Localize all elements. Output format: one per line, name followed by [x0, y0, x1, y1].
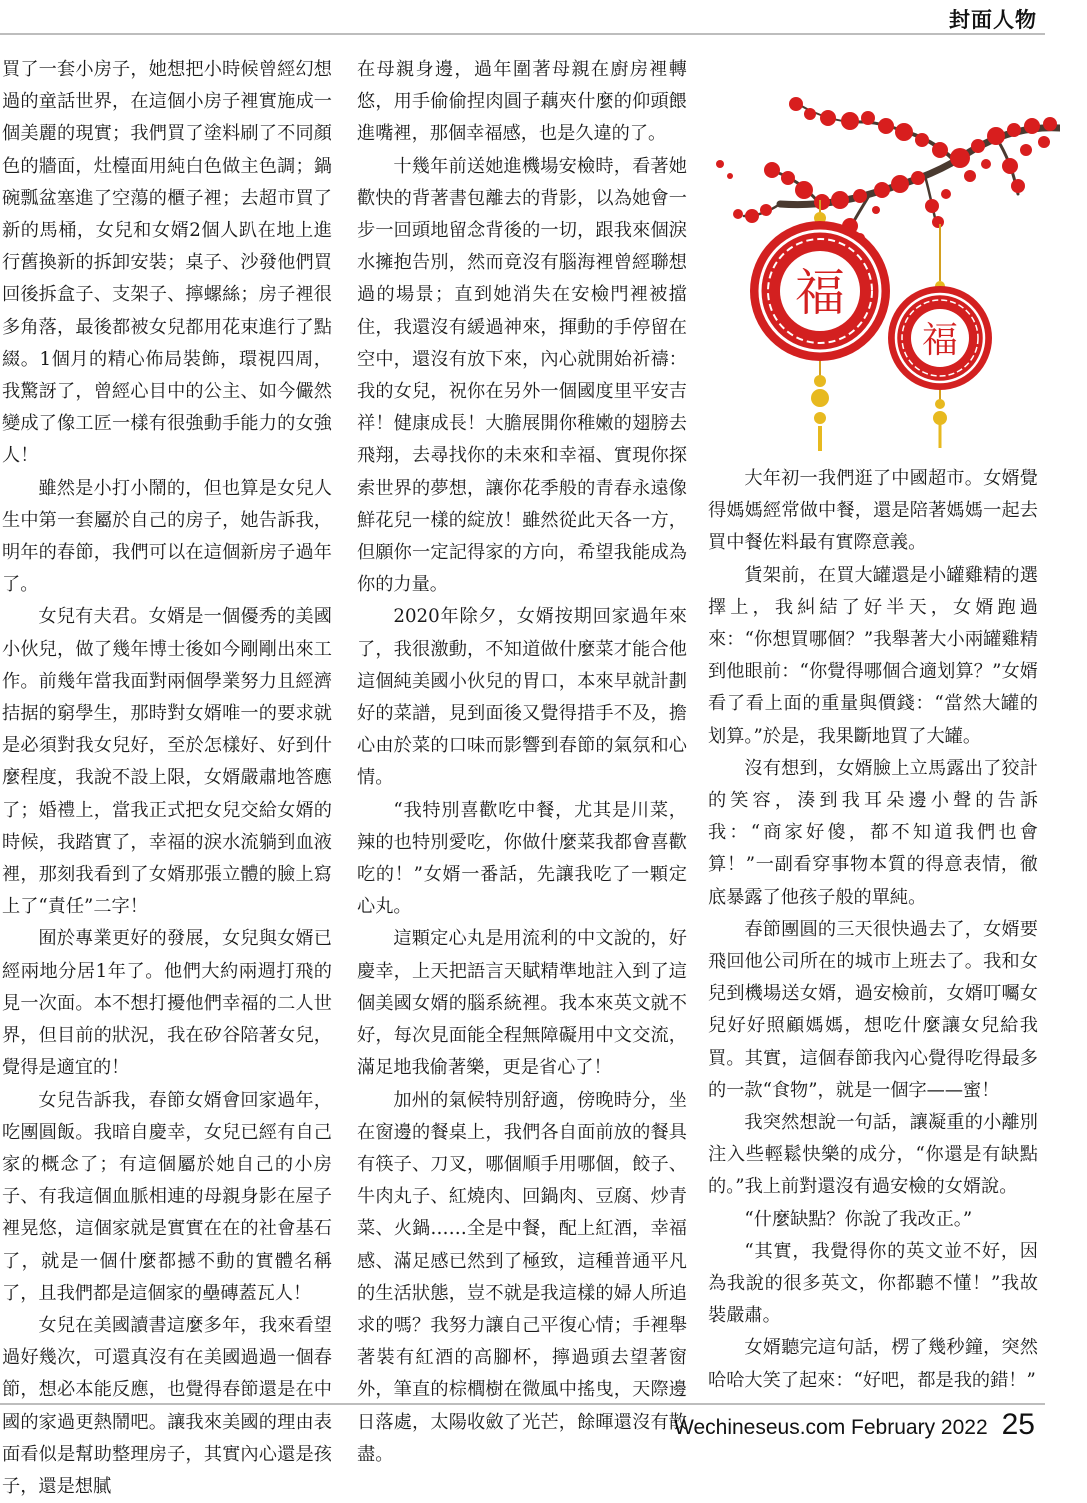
plum-blossoms: [716, 97, 1057, 251]
paragraph: 2020年除夕，女婿按期回家過年來了，我很激動，不知道做什麼菜才能合他這個純美國小伙兒的胃口，本來早就計劃好的菜譜，見到面後又覺得措手不及，擔心由於菜的口味而影響到春節的氣氛和心情。: [357, 606, 687, 789]
article-column-2: [357, 54, 687, 1471]
paragraph: 春節團圓的三天很快過去了，女婿要飛回他公司所在的城市上班去了。我和女兒到機場送女婿，過安檢前，女婿叮囑女兒好好照顧媽媽，想吃什麼讓女兒給我買。其實，這個春節我內心覺得吃得最多的一款“食物”，就是一個字——蜜！: [708, 918, 1038, 1101]
fu-character: 福: [795, 264, 845, 322]
paragraph: 女兒有夫君。女婿是一個優秀的美國小伙兒，做了幾年博士後如今剛剛出來工作。前幾年當我面對兩個學業努力且經濟拮据的窮學生，那時對女婿唯一的要求就是必須對我女兒好，至於怎樣好、好到什麼程度，我說不設上限，女婿嚴肅地答應了；婚禮上，當我正式把女兒交給女婿的時候，我踏實了，幸福的淚水流躺到血液裡，那刻我看到了女婿那張立體的臉上寫上了“責任”二字！: [2, 606, 332, 918]
paragraph: 這顆定心丸是用流利的中文說的，好慶幸，上天把語言天賦精準地註入到了這個美國女婿的腦系統裡。我本來英文就不好，每次見面能全程無障礙用中文交流，滿足地我偷著樂，更是省心了！: [357, 928, 687, 1079]
paragraph: “什麼缺點？你說了我改正。”: [744, 1208, 973, 1230]
section-title: 封面人物: [949, 7, 1037, 32]
paragraph: 囿於專業更好的發展，女兒與女婿已經兩地分居1年了。他們大約兩週打飛的見一次面。本不想打擾他們幸福的二人世界，但目前的狀況，我在矽谷陪著女兒，覺得是適宜的！: [2, 928, 332, 1079]
paragraph: 女兒在美國讀書這麼多年，我來看望過好幾次，可還真沒有在美國過過一個春節，想必本能反應，也覺得春節還是在中國的家過更熱鬧吧。讓我來美國的理由表面看似是幫助整理房子，其實內心還是孩子，還是想膩: [2, 1314, 332, 1497]
paragraph: 女婿聽完這句話，楞了幾秒鐘，突然哈哈大笑了起來：“好吧，都是我的錯！”: [708, 1337, 1038, 1391]
paragraph: 貨架前，在買大罐還是小罐雞精的選擇上，我糾結了好半天，女婿跑過來：“你想買哪個？”我舉著大小兩罐雞精到他眼前：“你覺得哪個合適划算？”女婿看了看上面的重量與價錢：“當然大罐的划算。”於是，我果斷地買了大罐。: [708, 564, 1038, 747]
paragraph: 在母親身邊，過年圍著母親在廚房裡轉悠，用手偷偷捏肉圓子藕夾什麼的仰頭餵進嘴裡，那個幸福感，也是久違的了。: [357, 59, 687, 145]
paragraph: 大年初一我們逛了中國超市。女婿覺得媽媽經常做中餐，還是陪著媽媽一起去買中餐佐料最有實際意義。: [708, 468, 1038, 554]
paragraph: “我特別喜歡吃中餐，尤其是川菜，辣的也特別愛吃，你做什麼菜我都會喜歡吃的！”女婿一番話，先讓我吃了一顆定心丸。: [357, 799, 687, 918]
page-footer: [674, 1408, 1035, 1442]
lantern-small: [888, 224, 992, 448]
paragraph: 雖然是小打小鬧的，但也算是女兒人生中第一套屬於自己的房子，她告訴我，明年的春節，我們可以在這個新房子過年了。: [2, 477, 332, 596]
paragraph: “其實，我覺得你的英文並不好，因為我說的很多英文，你都聽不懂！”我故裝嚴肅。: [708, 1240, 1038, 1327]
paragraph: 我突然想說一句話，讓凝重的小離別注入些輕鬆快樂的成分，“你還是有缺點的。”我上前對還沒有過安檢的女婿說。: [708, 1112, 1038, 1198]
plum-blossom-lantern-illustration: [700, 66, 1060, 456]
paragraph: 女兒告訴我，春節女婿會回家過年，吃團圓飯。我暗自慶幸，女兒已經有自己家的概念了；有這個屬於她自己的小房子、有我這個血脈相連的母親身影在屋子裡晃悠，這個家就是實實在在的社會基石了，就是一個什麼都撼不動的實體名稱了，且我們都是這個家的壘磚蓋瓦人！: [2, 1089, 332, 1304]
page-number: 25: [1001, 1408, 1035, 1441]
footer-rule: [0, 1403, 1045, 1405]
website-issue: Wechineseus.com February 2022: [674, 1416, 988, 1439]
article-column-3: [708, 463, 1038, 1397]
header-rule: [0, 33, 1045, 35]
article-column-1: [2, 54, 332, 1503]
paragraph: 買了一套小房子，她想把小時候曾經幻想過的童話世界，在這個小房子裡實施成一個美麗的現實；我們買了塗料刷了不同顏色的牆面，灶檯面用純白色做主色調；鍋碗瓢盆塞進了空蕩的櫃子裡；去超市買了新的馬桶，女兒和女婿2個人趴在地上進行舊換新的拆卸安裝；桌子、沙發他們買回後拆盒子、支架子、擰螺絲；房子裡很多角落，最後都被女兒都用花束進行了點綴。1個月的精心佈局裝飾，環視四周，我驚訝了，曾經心目中的公主、如今儼然變成了像工匠一樣有很強動手能力的女強人！: [2, 59, 332, 467]
paragraph: 沒有想到，女婿臉上立馬露出了狡計的笑容，湊到我耳朵邊小聲的告訴我：“商家好傻，都不知道我們也會算！”一副看穿事物本質的得意表情，徹底暴露了他孩子般的單純。: [708, 757, 1038, 908]
lantern-large: [750, 200, 890, 451]
fu-character: 福: [921, 320, 959, 361]
paragraph: 十幾年前送她進機場安檢時，看著她歡快的背著書包離去的背影，以為她會一步一回頭地留念背後的一切，跟我來個淚水擁抱告別，然而竟沒有腦海裡曾經聯想過的場景；直到她消失在安檢門裡被擋住，我還沒有緩過神來，揮動的手停留在空中，還沒有放下來，內心就開始祈禱：我的女兒，祝你在另外一個國度里平安吉祥！健康成長！大膽展開你稚嫩的翅膀去飛翔，去尋找你的未來和幸福、實現你探索世界的夢想，讓你花季般的青春永遠像鮮花兒一樣的綻放！雖然從此天各一方，但願你一定記得家的方向，希望我能成為你的力量。: [357, 155, 687, 596]
paragraph: 加州的氣候特別舒適，傍晚時分，坐在窗邊的餐桌上，我們各自面前放的餐具有筷子、刀叉，哪個順手用哪個，餃子、牛肉丸子、紅燒肉、回鍋肉、豆腐、炒青菜、火鍋……全是中餐，配上紅酒，幸福感、滿足感已然到了極致，這種普通平凡的生活狀態，豈不就是我這樣的婦人所追求的嗎？我努力讓自己平復心情；手裡舉著裝有紅酒的高腳杯，擰過頭去望著窗外，筆直的棕櫚樹在微風中搖曳，天際邊日落處，太陽收斂了光芒，餘暉還沒有散盡。: [357, 1089, 687, 1465]
